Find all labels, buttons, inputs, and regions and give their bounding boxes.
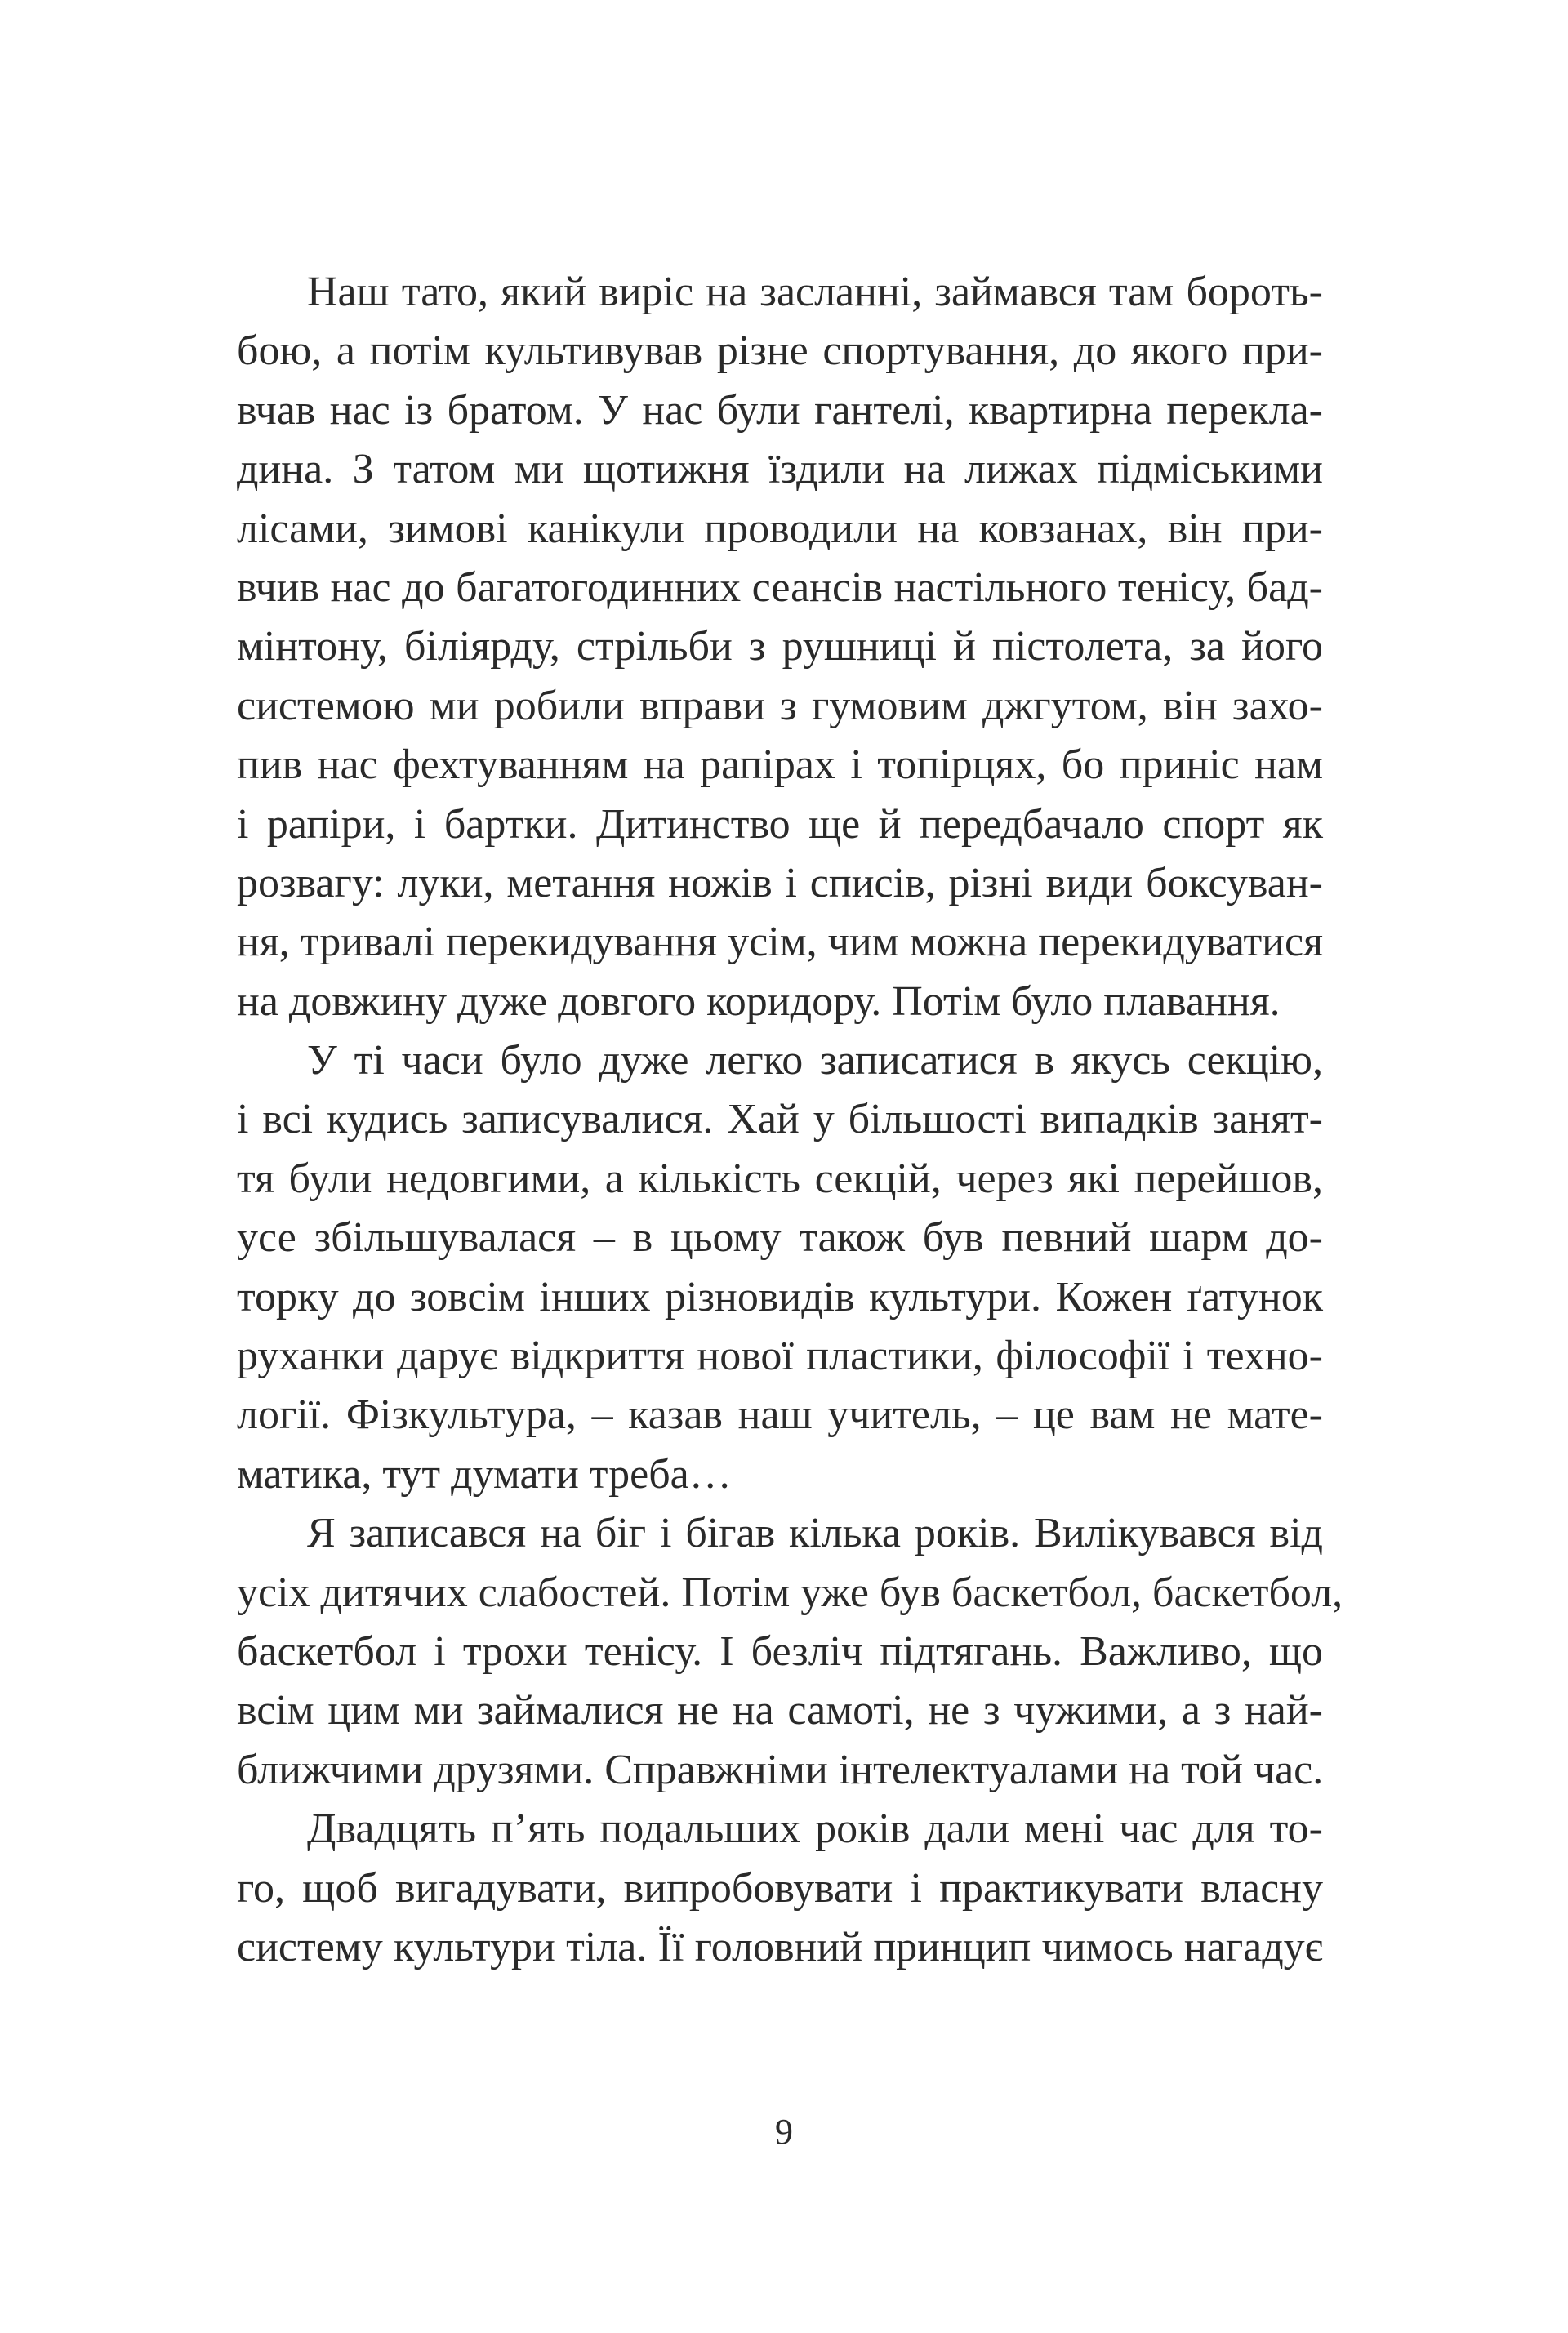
text-line: і всі кудись записувалися. Хай у більшості випадків занят- xyxy=(237,1096,1323,1143)
text-line: лісами, зимові канікули проводили на ковзанах, він при- xyxy=(237,505,1323,552)
text-line: Я записався на біг і бігав кілька років. Вилікувався від xyxy=(307,1510,1323,1557)
text-line: Двадцять п’ять подальших років дали мені час для то- xyxy=(307,1805,1323,1853)
text-line: пив нас фехтуванням на рапірах і топірцях, бо приніс нам xyxy=(237,741,1323,789)
paragraph-3 xyxy=(237,1504,1343,1800)
text-line: вчав нас із братом. У нас були гантелі, квартирна перекла- xyxy=(237,386,1323,434)
page-number: 9 xyxy=(775,2112,793,2152)
text-line: баскетбол і трохи тенісу. І безліч підтягань. Важливо, що xyxy=(237,1627,1323,1675)
paragraph-1 xyxy=(237,263,1323,1031)
text-line: ня, тривалі перекидування усім, чим можна перекидуватися xyxy=(237,919,1323,966)
text-line: і рапіри, і бартки. Дитинство ще й передбачало спорт як xyxy=(237,800,1323,848)
text-line: У ті часи було дуже легко записатися в якусь секцію, xyxy=(307,1037,1323,1084)
paragraph-4 xyxy=(237,1800,1323,1977)
text-line: вчив нас до багатогодинних сеансів настільного тенісу, бад- xyxy=(237,563,1323,611)
paragraph-2 xyxy=(237,1031,1323,1504)
text-line: на довжину дуже довгого коридору. Потім було плавання. xyxy=(237,977,1281,1025)
text-line: го, щоб вигадувати, випробовувати і практикувати власну xyxy=(237,1864,1323,1912)
text-line: матика, тут думати треба… xyxy=(237,1450,732,1498)
text-line: ближчими друзями. Справжніми інтелектуалами на той час. xyxy=(237,1746,1324,1793)
text-line: Наш тато, який виріс на засланні, займався там бороть- xyxy=(307,269,1323,315)
text-line: торку до зовсім інших різновидів культури. Кожен ґатунок xyxy=(237,1273,1323,1320)
text-line: бою, а потім культивував різне спортування, до якого при- xyxy=(237,327,1323,375)
text-line: тя були недовгими, а кількість секцій, через які перейшов, xyxy=(237,1155,1323,1202)
text-line: системою ми робили вправи з гумовим джгутом, він захо- xyxy=(237,682,1323,729)
text-line: усе збільшувалася – в цьому також був певний шарм до- xyxy=(237,1214,1323,1262)
text-line: логії. Фізкультура, – казав наш учитель, – це вам не мате- xyxy=(237,1391,1323,1439)
text-line: дина. З татом ми щотижня їздили на лижах підміськими xyxy=(237,446,1323,493)
text-line: всім цим ми займалися не на самоті, не з чужими, а з най- xyxy=(237,1687,1323,1734)
text-line: систему культури тіла. Її головний принцип чимось нагадує xyxy=(237,1923,1323,1970)
text-line: мінтону, біліярду, стрільби з рушниці й пістолета, за його xyxy=(237,623,1323,670)
text-line: усіх дитячих слабостей. Потім уже був баскетбол, баскетбол, xyxy=(237,1569,1343,1616)
text-line: розвагу: луки, метання ножів і списів, різні види боксуван- xyxy=(237,859,1323,906)
text-line: руханки дарує відкриття нової пластики, філософії і техно- xyxy=(237,1333,1323,1380)
body-text xyxy=(237,263,1343,1977)
